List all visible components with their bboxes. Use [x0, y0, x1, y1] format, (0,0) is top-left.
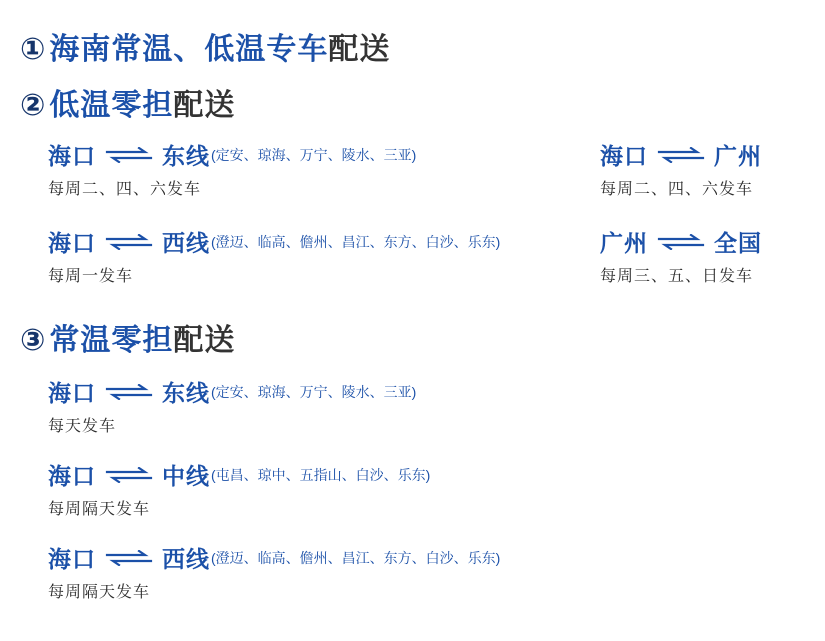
route-origin: 海口: [48, 546, 96, 572]
route-origin: 海口: [48, 463, 96, 489]
route-destination: 全国: [714, 230, 762, 256]
section-number: ②: [20, 89, 46, 122]
route-origin: 海口: [48, 380, 96, 406]
route-destination: 东线: [162, 380, 210, 406]
route-line: [48, 458, 500, 491]
section-title-strong: 常温零担: [49, 324, 174, 357]
route-detail: (澄迈、临高、儋州、昌江、东方、白沙、乐东): [211, 549, 501, 566]
route-detail: (定安、琼海、万宁、陵水、三亚): [211, 383, 417, 400]
route-detail: (定安、琼海、万宁、陵水、三亚): [211, 146, 417, 163]
section-title-strong: 低温零担: [49, 89, 174, 122]
route-item: [48, 458, 500, 519]
two-way-arrow-icon: [105, 147, 153, 163]
route-destination: 西线: [162, 546, 210, 572]
section-heading-2: [0, 80, 235, 124]
two-way-arrow-icon: [105, 467, 153, 483]
route-group-normaltemp: [48, 375, 500, 624]
route-group-lowtemp-right: [600, 138, 763, 312]
route-line: [48, 541, 500, 574]
two-way-arrow-icon: [105, 384, 153, 400]
section-title-weak: 配送: [173, 89, 236, 122]
route-frequency: 每周隔天发车: [48, 584, 151, 601]
route-line: [600, 225, 763, 258]
route-item: [48, 138, 500, 199]
section-heading-3: [0, 315, 235, 359]
route-destination: 中线: [162, 463, 210, 489]
route-line: [48, 138, 500, 171]
two-way-arrow-icon: [657, 147, 705, 163]
route-frequency: 每周二、四、六发车: [48, 181, 202, 198]
route-group-lowtemp-left: [48, 138, 500, 312]
two-way-arrow-icon: [105, 550, 153, 566]
route-line: [48, 375, 500, 408]
route-detail: (屯昌、琼中、五指山、白沙、乐东): [211, 466, 431, 483]
route-item: [48, 225, 500, 286]
route-destination: 广州: [714, 143, 762, 169]
section-number: ①: [20, 33, 46, 66]
route-item: [48, 375, 500, 436]
section-title-weak: 配送: [328, 33, 391, 66]
route-origin: 广州: [600, 230, 648, 256]
route-item: [600, 225, 763, 286]
route-item: [48, 541, 500, 602]
route-line: [48, 225, 500, 258]
section-title-weak: 配送: [173, 324, 236, 357]
route-line: [600, 138, 763, 171]
route-origin: 海口: [48, 143, 96, 169]
route-frequency: 每周一发车: [48, 268, 134, 285]
section-heading-1: [0, 24, 390, 68]
route-frequency: 每天发车: [48, 418, 117, 435]
section-title-strong: 海南常温、低温专车: [49, 33, 329, 66]
route-detail: (澄迈、临高、儋州、昌江、东方、白沙、乐东): [211, 233, 501, 250]
route-item: [600, 138, 763, 199]
two-way-arrow-icon: [657, 234, 705, 250]
route-origin: 海口: [600, 143, 648, 169]
two-way-arrow-icon: [105, 234, 153, 250]
route-frequency: 每周三、五、日发车: [600, 268, 754, 285]
route-destination: 西线: [162, 230, 210, 256]
route-frequency: 每周隔天发车: [48, 501, 151, 518]
section-number: ③: [20, 324, 46, 357]
route-destination: 东线: [162, 143, 210, 169]
route-frequency: 每周二、四、六发车: [600, 181, 754, 198]
route-origin: 海口: [48, 230, 96, 256]
